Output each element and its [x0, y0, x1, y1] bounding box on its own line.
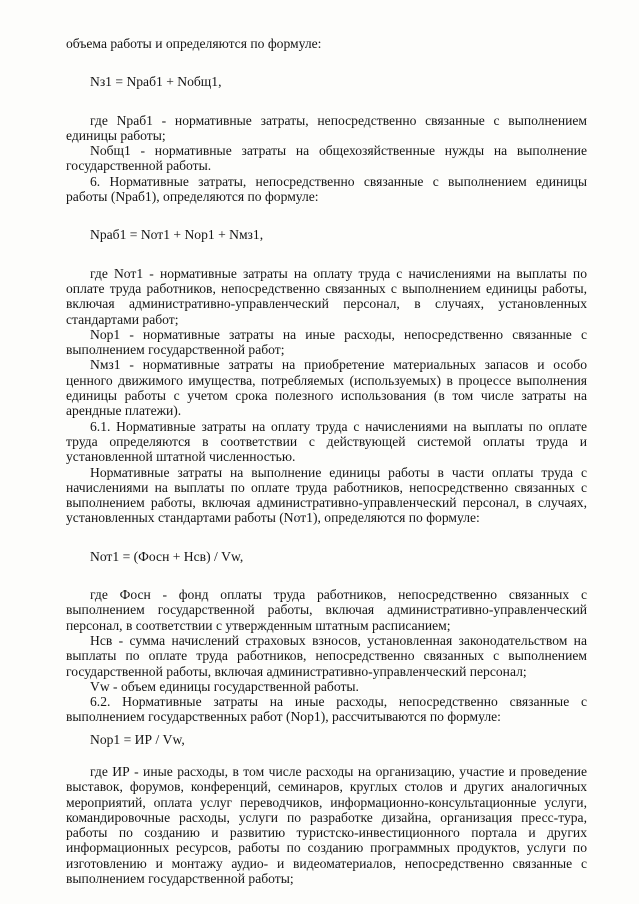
text-paragraph: где ИР - иные расходы, в том числе расходы на организацию, участие и проведение выставок, форумов, конференций, семинаров, круглых столов и других аналогичных мероприятий, оплата услуг переводчиков, информационно-консультационные услуги, командировочные расходы, услуги по разработке дизайна, организация пресс-тура, работы по созданию и развитию туристско-инвестиционного портала и других информационных ресурсов, работы по созданию программных продуктов, услуги по изготовлению и монтажу аудио- и видеоматериалов, непосредственно связанные с выполнением государственной работы;: [66, 763, 587, 887]
formula-line: Nор1 = ИР / Vw,: [90, 731, 185, 747]
text-paragraph: где Nот1 - нормативные затраты на оплату труда с начислениями на выплаты по оплате труда работников, непосредственно связанных с выполнением единицы работы, включая административно-управленческий персонал, в случаях, установленных стандартами работ;: [66, 265, 587, 327]
formula-line: Nот1 = (Фосн + Нсв) / Vw,: [90, 548, 244, 564]
text-paragraph: где Nраб1 - нормативные затраты, непосредственно связанные с выполнением единицы работы;: [66, 112, 587, 143]
formula-line: Nз1 = Nраб1 + Nобщ1,: [90, 74, 222, 90]
text-paragraph: 6. Нормативные затраты, непосредственно связанные с выполнением единицы работы (Nраб1), определяются по формуле:: [66, 173, 587, 205]
text-paragraph: Nор1 - нормативные затраты на иные расходы, непосредственно связанные с выполнением государственной работ;: [66, 326, 587, 358]
paragraph-gap: [66, 564, 587, 587]
formula-line: Nраб1 = Nот1 + Nор1 + Nмз1,: [90, 227, 264, 243]
text-paragraph: Vw - объем единицы государственной работы.: [90, 678, 359, 694]
text-paragraph: Nмз1 - нормативные затраты на приобретение материальных запасов и особо ценного движимого имущества, потребляемых (используемых) в процессе выполнения единицы работы с учетом срока полезного использования (в том числе затраты на арендные платежи).: [66, 357, 587, 419]
document-body: [66, 36, 587, 886]
paragraph-gap: [66, 51, 587, 74]
text-paragraph: Nобщ1 - нормативные затраты на общехозяйственные нужды на выполнение государственной работы.: [66, 143, 587, 174]
text-paragraph: Нормативные затраты на выполнение единицы работы в части оплаты труда с начислениями на выплаты по оплате труда работников, непосредственно связанных с выполнением работы, включая административно-управленческий персонал, в случаях, установленных стандартами работы (Nот1), определяются по формуле:: [66, 464, 587, 526]
paragraph-gap: [66, 747, 587, 764]
paragraph-gap: [66, 243, 587, 266]
text-paragraph: объема работы и определяются по формуле:: [66, 36, 322, 51]
paragraph-gap: [66, 90, 587, 113]
text-paragraph: где Фосн - фонд оплаты труда работников, непосредственно связанных с выполнением государственной работы, включая административно-управленческий персонал, в соответствии с утвержденным штатным расписанием;: [66, 587, 587, 633]
text-paragraph: 6.2. Нормативные затраты на иные расходы, непосредственно связанные с выполнением государственных работ (Nор1), рассчитываются по формуле:: [66, 694, 587, 725]
paragraph-gap: [66, 526, 587, 549]
paragraph-gap: [66, 725, 587, 732]
paragraph-gap: [66, 204, 587, 227]
text-paragraph: 6.1. Нормативные затраты на оплату труда с начислениями на выплаты по оплате труда определяются в соответствии с действующей системой оплаты труда и установленной штатной численностью.: [66, 418, 587, 465]
text-paragraph: Нсв - сумма начислений страховых взносов, установленная законодательством на выплаты по оплате труда работников, непосредственно связанных с выполнением государственной работы, включая административно-управленческий персонал;: [66, 632, 587, 679]
